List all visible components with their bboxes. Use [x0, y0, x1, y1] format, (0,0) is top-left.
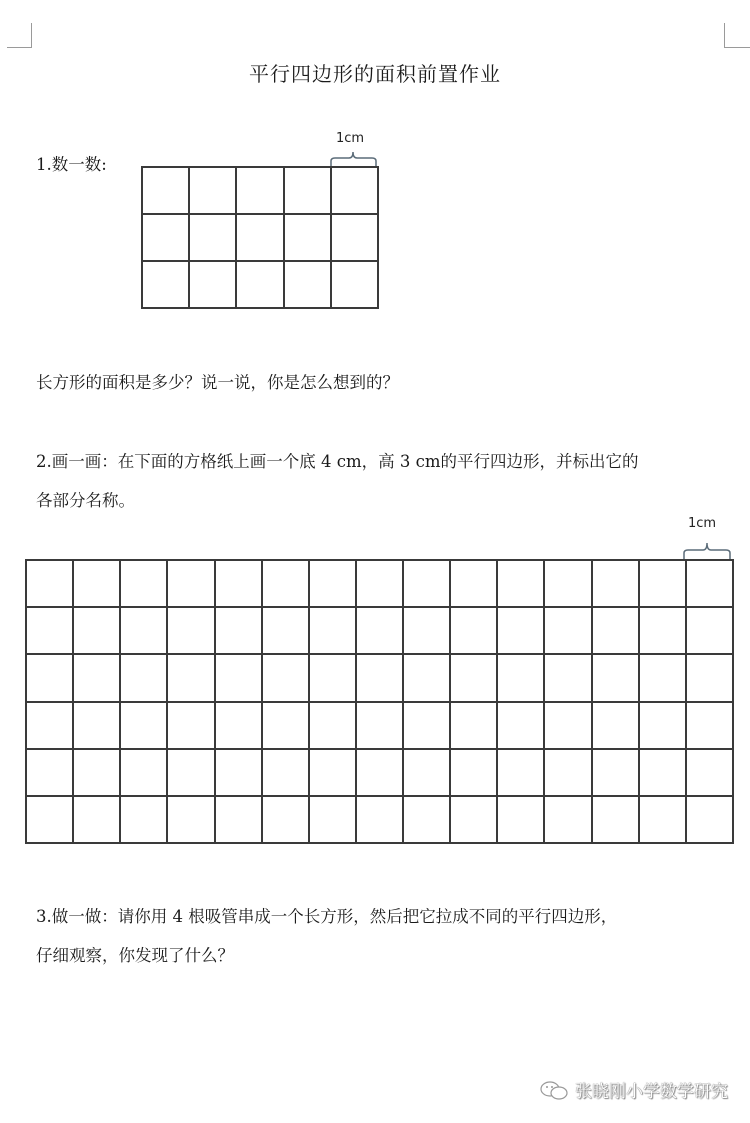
grid-cell	[404, 750, 451, 797]
grid-cell	[498, 750, 545, 797]
grid-cell	[545, 561, 592, 608]
grid-cell	[545, 750, 592, 797]
grid-cell	[640, 655, 687, 702]
grid-cell	[498, 608, 545, 655]
grid-cell	[285, 262, 332, 309]
grid-cell	[545, 655, 592, 702]
grid-cell	[263, 797, 310, 844]
grid-cell	[285, 168, 332, 215]
grid-cell	[640, 561, 687, 608]
grid-cell	[216, 608, 263, 655]
grid-cell	[216, 797, 263, 844]
page-title: 平行四边形的面积前置作业	[249, 62, 501, 86]
grid-cell	[121, 561, 168, 608]
grid-cell	[168, 703, 215, 750]
grid-cell	[143, 262, 190, 309]
grid-cell	[143, 168, 190, 215]
grid-cell	[310, 703, 357, 750]
grid-cell	[404, 561, 451, 608]
grid-cell	[357, 750, 404, 797]
grid-cell	[121, 655, 168, 702]
grid-cell	[593, 655, 640, 702]
grid-cell	[168, 608, 215, 655]
grid-cell	[687, 655, 734, 702]
question1-unit-label: 1cm	[336, 131, 365, 146]
grid-cell	[357, 561, 404, 608]
question2-line1: 2.画一画：在下面的方格纸上画一个底 4 cm，高 3 cm的平行四边形，并标出它的	[36, 452, 639, 471]
grid-cell	[27, 608, 74, 655]
grid-cell	[357, 608, 404, 655]
grid-cell	[332, 168, 379, 215]
grid-cell	[121, 797, 168, 844]
grid-cell	[263, 655, 310, 702]
grid-cell	[121, 608, 168, 655]
grid-cell	[332, 215, 379, 262]
grid-cell	[451, 608, 498, 655]
grid-cell	[404, 655, 451, 702]
grid-cell	[545, 797, 592, 844]
page-corner-mark-top-left	[7, 23, 32, 48]
grid-cell	[263, 750, 310, 797]
question2-unit-label: 1cm	[688, 516, 717, 531]
grid-cell	[190, 168, 237, 215]
grid-cell	[498, 561, 545, 608]
grid-cell	[310, 561, 357, 608]
grid-cell	[27, 750, 74, 797]
grid-cell	[451, 561, 498, 608]
grid-cell	[74, 797, 121, 844]
grid-cell	[237, 262, 284, 309]
grid-cell	[168, 561, 215, 608]
question1-prompt: 长方形的面积是多少？说一说，你是怎么想到的？	[36, 373, 399, 392]
grid-cell	[687, 750, 734, 797]
grid-cell	[593, 608, 640, 655]
grid-cell	[74, 750, 121, 797]
grid-cell	[121, 703, 168, 750]
grid-cell	[310, 797, 357, 844]
question1-label: 1.数一数:	[36, 155, 107, 174]
watermark-text: 张晓刚小学数学研究	[575, 1082, 728, 1102]
grid-cell	[310, 655, 357, 702]
question2-line2: 各部分名称。	[36, 491, 135, 510]
grid-cell	[404, 797, 451, 844]
grid-cell	[74, 561, 121, 608]
grid-cell	[168, 797, 215, 844]
grid-cell	[498, 655, 545, 702]
grid-cell	[357, 655, 404, 702]
grid-cell	[168, 655, 215, 702]
grid-cell	[27, 561, 74, 608]
grid-cell	[687, 608, 734, 655]
grid-cell	[74, 655, 121, 702]
question3-line2: 仔细观察，你发现了什么？	[36, 946, 234, 965]
grid-cell	[640, 797, 687, 844]
grid-cell	[263, 608, 310, 655]
grid-cell	[498, 703, 545, 750]
grid-cell	[216, 750, 263, 797]
grid-cell	[451, 703, 498, 750]
grid-cell	[168, 750, 215, 797]
grid-cell	[545, 703, 592, 750]
grid-cell	[687, 703, 734, 750]
grid-cell	[190, 215, 237, 262]
grid-cell	[190, 262, 237, 309]
grid-cell	[263, 561, 310, 608]
grid-cell	[593, 797, 640, 844]
grid-cell	[27, 797, 74, 844]
grid-cell	[357, 797, 404, 844]
question2-square-grid-paper[interactable]	[25, 559, 734, 844]
grid-cell	[310, 750, 357, 797]
grid-cell	[216, 561, 263, 608]
grid-cell	[74, 608, 121, 655]
grid-cell	[357, 703, 404, 750]
grid-cell	[332, 262, 379, 309]
grid-cell	[27, 703, 74, 750]
grid-cell	[451, 750, 498, 797]
grid-cell	[143, 215, 190, 262]
grid-cell	[640, 750, 687, 797]
question3-line1: 3.做一做：请你用 4 根吸管串成一个长方形，然后把它拉成不同的平行四边形，	[36, 907, 618, 926]
grid-cell	[593, 703, 640, 750]
grid-cell	[237, 168, 284, 215]
grid-cell	[451, 655, 498, 702]
page-corner-mark-top-right	[724, 23, 750, 48]
grid-cell	[640, 703, 687, 750]
grid-cell	[404, 703, 451, 750]
grid-cell	[237, 215, 284, 262]
grid-cell	[498, 797, 545, 844]
grid-cell	[216, 655, 263, 702]
grid-cell	[593, 561, 640, 608]
grid-cell	[285, 215, 332, 262]
grid-cell	[545, 608, 592, 655]
wechat-icon	[539, 1079, 569, 1101]
grid-cell	[310, 608, 357, 655]
grid-cell	[263, 703, 310, 750]
grid-cell	[687, 561, 734, 608]
grid-cell	[216, 703, 263, 750]
grid-cell	[27, 655, 74, 702]
grid-cell	[640, 608, 687, 655]
watermark	[539, 1077, 728, 1102]
grid-cell	[404, 608, 451, 655]
grid-cell	[687, 797, 734, 844]
grid-cell	[593, 750, 640, 797]
grid-cell	[74, 703, 121, 750]
grid-cell	[451, 797, 498, 844]
grid-cell	[121, 750, 168, 797]
question1-rectangle-grid	[141, 166, 379, 309]
